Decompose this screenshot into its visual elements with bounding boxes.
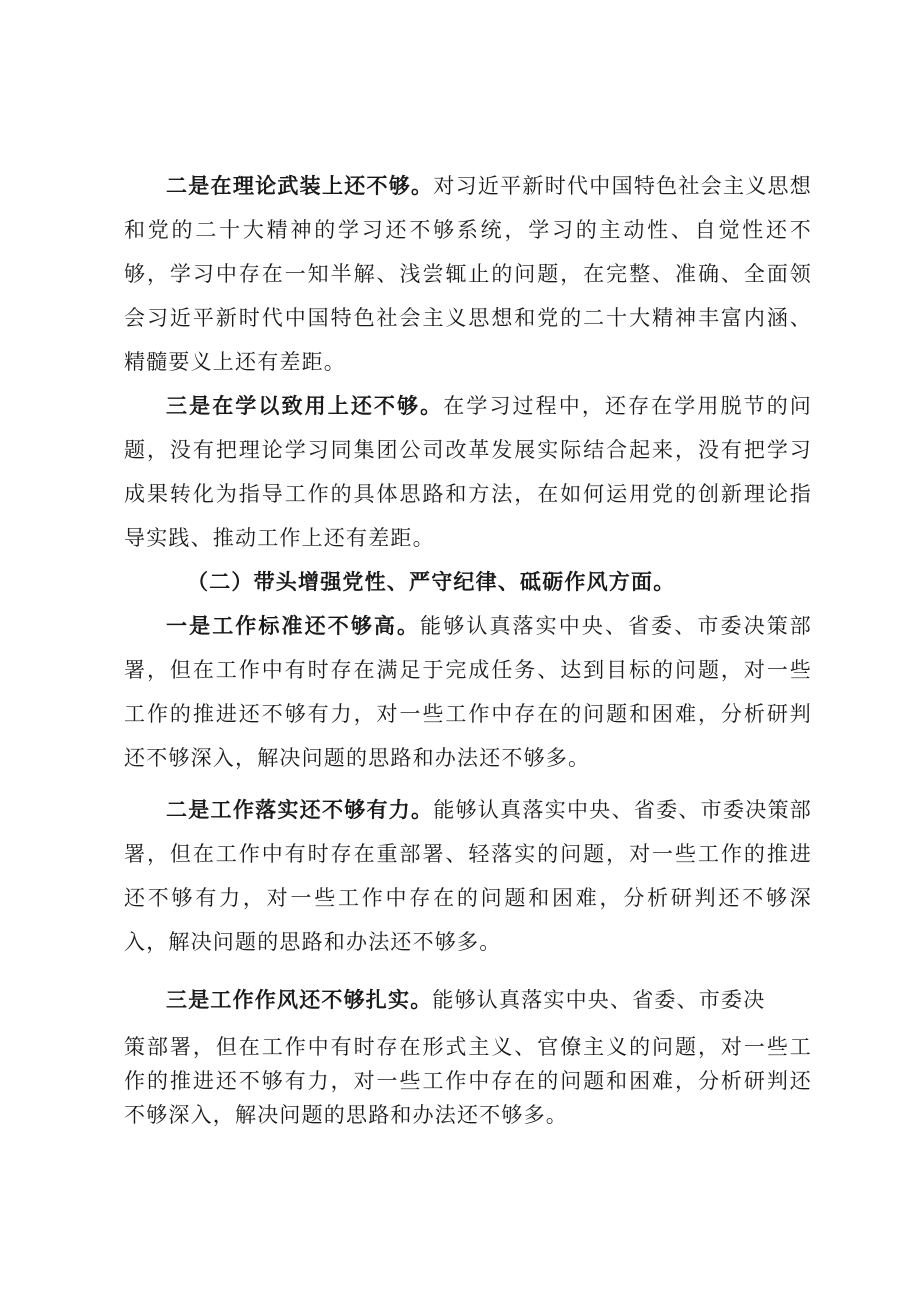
paragraph-work-standard (124, 604, 812, 780)
paragraph-lead: 二是在理论武装上还不够。 (166, 173, 434, 198)
paragraph-body: 策部署，但在工作中有时存在形式主义、官僚主义的问题，对一些工作的推进还不够有力，对一些工作中存在的问题和困难，分析研判还不够深入，解决问题的思路和办法还不够多。 (124, 1035, 812, 1127)
paragraph-work-style-first-line (124, 978, 812, 1022)
paragraph-body: 能够认真落实中央、省委、市委决策部署，但在工作中有时存在重部署、轻落实的问题，对一些工作的推进还不够有力，对一些工作中存在的问题和困难，分析研判还不够深入，解决问题的思路和办法还不够多。 (124, 798, 812, 954)
paragraph-lead: 三是工作作风还不够扎实。 (166, 987, 433, 1012)
paragraph-lead: 二是工作落实还不够有力。 (166, 797, 434, 822)
paragraph-body: 能够认真落实中央、省委、市委决 (432, 988, 766, 1012)
paragraph-work-implementation (124, 788, 812, 964)
paragraph-body: 在学习过程中，还存在学用脱节的问题，没有把理论学习同集团公司改革发展实际结合起来，没有把学习成果转化为指导工作的具体思路和方法，在如何运用党的创新理论指导实践、推动工作上还有差距。 (124, 394, 812, 550)
paragraph-theory-armament (124, 164, 812, 384)
paragraph-work-style-continued (124, 1030, 812, 1132)
paragraph-lead: 三是在学以致用上还不够。 (166, 393, 444, 418)
paragraph-learning-application (124, 384, 812, 560)
section-heading: （二）带头增强党性、严守纪律、砥砺作风方面。 (187, 569, 676, 594)
paragraph-lead: 一是工作标准还不够高。 (166, 613, 421, 638)
paragraph-body: 对习近平新时代中国特色社会主义思想和党的二十大精神的学习还不够系统，学习的主动性、自觉性还不够，学习中存在一知半解、浅尝辄止的问题，在完整、准确、全面领会习近平新时代中国特色社会主义思想和党的二十大精神丰富内涵、精髓要义上还有差距。 (124, 174, 812, 374)
paragraph-body: 能够认真落实中央、省委、市委决策部署，但在工作中有时存在满足于完成任务、达到目标的问题，对一些工作的推进还不够有力，对一些工作中存在的问题和困难，分析研判还不够深入，解决问题的思路和办法还不够多。 (124, 614, 812, 770)
